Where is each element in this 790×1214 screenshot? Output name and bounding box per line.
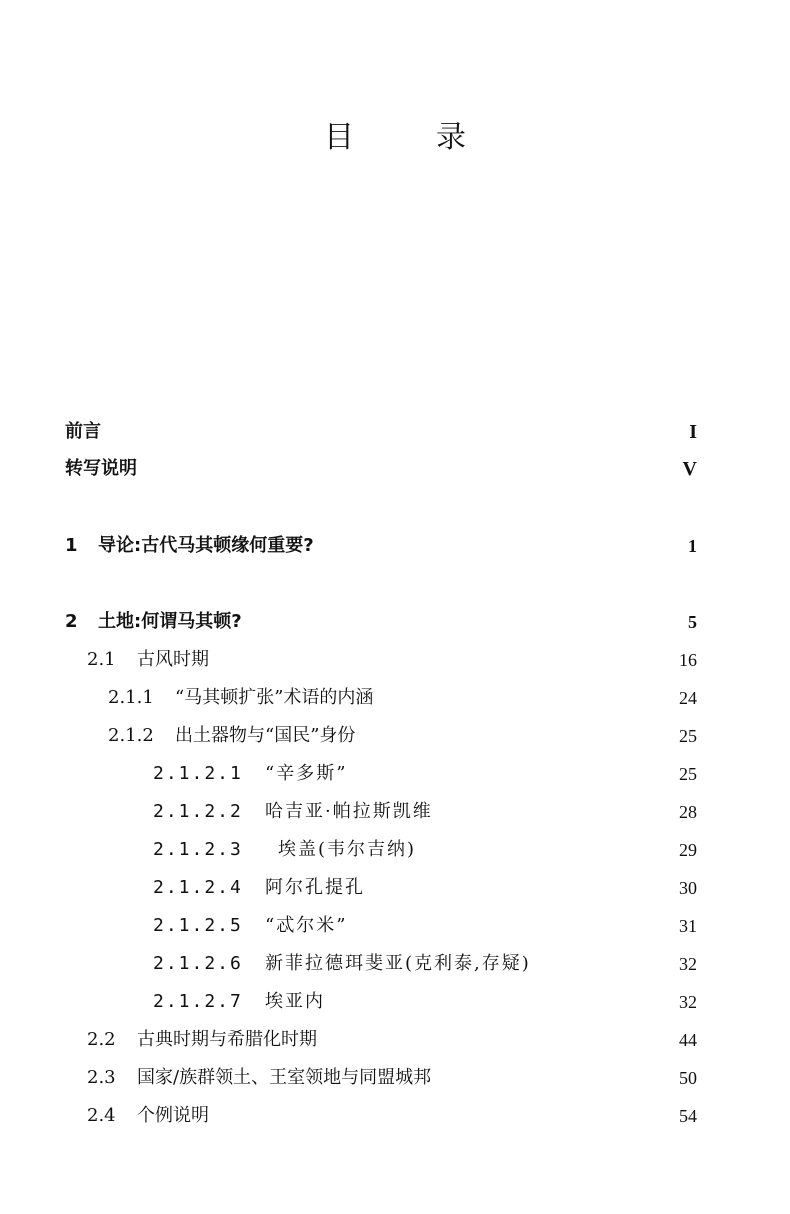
toc-entry-2-1-2-5[interactable]	[0, 911, 790, 941]
toc-entry-label: 哈吉亚·帕拉斯凯维	[265, 801, 433, 822]
toc-entry-2-1[interactable]	[0, 645, 790, 675]
toc-entry-transliteration[interactable]	[0, 454, 790, 484]
toc-entry-label: “辛多斯”	[265, 763, 348, 784]
toc-entry-2-1-2-4[interactable]	[0, 873, 790, 903]
toc-entry-page: 32	[679, 954, 697, 974]
toc-entry-page: 30	[679, 878, 697, 898]
toc-entry-number: 2.1.2.2	[153, 801, 243, 822]
toc-entry-2-1-2-1[interactable]	[0, 759, 790, 789]
toc-entry-number: 2.1.2	[108, 725, 154, 746]
toc-entry-2-1-2-3[interactable]	[0, 835, 790, 865]
toc-entry-label: “忒尔米”	[265, 915, 348, 936]
toc-entry-number: 2.1	[87, 649, 116, 670]
toc-entry-label: 土地:何谓马其顿?	[98, 611, 242, 632]
toc-entry-number: 2.1.1	[108, 687, 154, 708]
toc-entry-page: 54	[679, 1106, 697, 1126]
toc-entry-label: 新菲拉德珥斐亚(克利泰,存疑)	[265, 953, 531, 974]
toc-entry-label: 古风时期	[137, 649, 209, 670]
toc-entry-page: 28	[679, 802, 697, 822]
toc-entry-page: 44	[679, 1030, 697, 1050]
toc-entry-number: 1	[65, 535, 78, 556]
toc-entry-chapter-1[interactable]	[0, 531, 790, 561]
toc-entry-page: 50	[679, 1068, 697, 1088]
toc-entry-2-1-2[interactable]	[0, 721, 790, 751]
toc-entry-page: 16	[679, 650, 697, 670]
toc-entry-page: I	[689, 421, 697, 443]
toc-entry-label: 导论:古代马其顿缘何重要?	[98, 535, 314, 556]
toc-entry-number: 2	[65, 611, 78, 632]
toc-entry-page: 25	[679, 726, 697, 746]
toc-entry-2-2[interactable]	[0, 1025, 790, 1055]
toc-entry-number: 2.1.2.7	[153, 991, 243, 1012]
toc-entry-label: 转写说明	[65, 458, 137, 479]
toc-entry-page: 1	[688, 536, 697, 556]
toc-entry-2-3[interactable]	[0, 1063, 790, 1093]
toc-entry-page: 31	[679, 916, 697, 936]
toc-entry-page: 32	[679, 992, 697, 1012]
toc-entry-preface[interactable]	[0, 417, 790, 447]
toc-entry-label: 个例说明	[137, 1105, 209, 1126]
toc-entry-chapter-2[interactable]	[0, 607, 790, 637]
toc-entry-2-4[interactable]	[0, 1101, 790, 1131]
toc-entry-label: “马其顿扩张”术语的内涵	[175, 687, 374, 708]
toc-entry-label: 国家/族群领土、王室领地与同盟城邦	[137, 1067, 432, 1088]
toc-entry-page: 25	[679, 764, 697, 784]
toc-entry-2-1-2-7[interactable]	[0, 987, 790, 1017]
toc-entry-label: 前言	[65, 421, 101, 442]
toc-entry-page: 24	[679, 688, 697, 708]
toc-entry-number: 2.1.2.4	[153, 877, 243, 898]
toc-entry-2-1-2-2[interactable]	[0, 797, 790, 827]
toc-entry-page: V	[682, 458, 697, 480]
toc-entry-label: 古典时期与希腊化时期	[137, 1029, 317, 1050]
toc-entry-number: 2.4	[87, 1105, 116, 1126]
toc-entry-number: 2.3	[87, 1067, 116, 1088]
page-title: 目 录	[324, 120, 492, 155]
toc-entry-label: 埃盖(韦尔吉纳)	[278, 839, 417, 860]
toc-entry-label: 出土器物与“国民”身份	[175, 725, 356, 746]
toc-entry-number: 2.1.2.5	[153, 915, 243, 936]
toc-entry-page: 5	[688, 612, 697, 632]
toc-entry-number: 2.2	[87, 1029, 116, 1050]
toc-entry-page: 29	[679, 840, 697, 860]
toc-entry-label: 埃亚内	[265, 991, 325, 1012]
toc-entry-number: 2.1.2.6	[153, 953, 243, 974]
toc-entry-number: 2.1.2.3	[153, 839, 243, 860]
toc-entry-2-1-2-6[interactable]	[0, 949, 790, 979]
toc-entry-label: 阿尔孔提孔	[265, 877, 365, 898]
toc-entry-number: 2.1.2.1	[153, 763, 243, 784]
toc-entry-2-1-1[interactable]	[0, 683, 790, 713]
